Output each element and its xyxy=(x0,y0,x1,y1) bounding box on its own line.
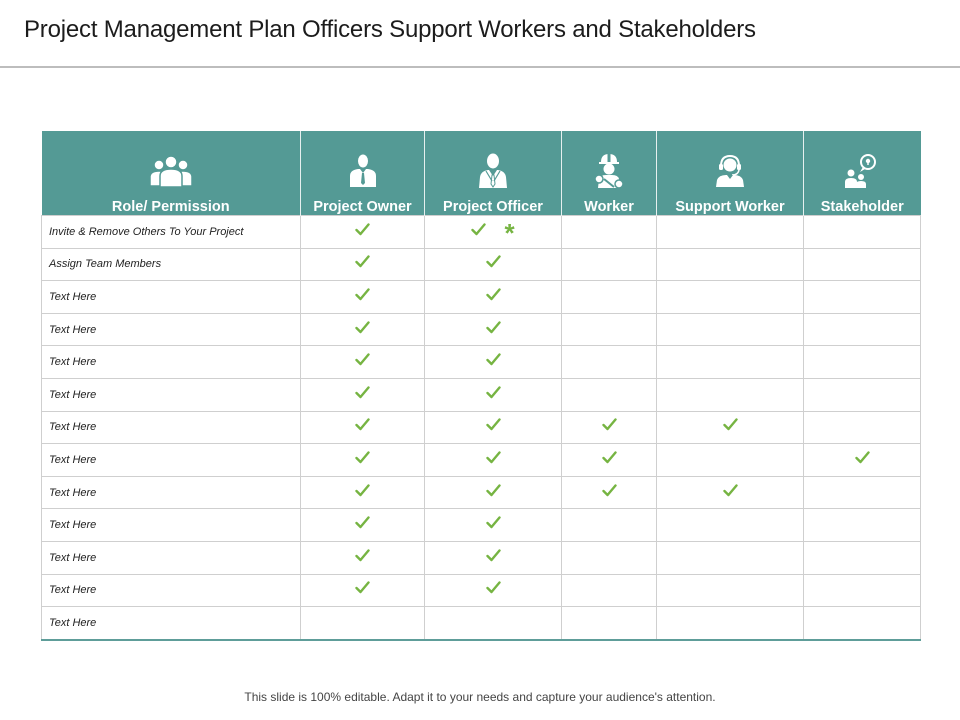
worker-icon xyxy=(592,149,626,193)
permission-cell xyxy=(301,411,425,444)
checkmark-icon xyxy=(486,451,501,464)
permission-cell xyxy=(657,509,804,542)
permission-cell xyxy=(562,313,657,346)
column-label: Project Officer xyxy=(443,199,543,215)
row-label: Assign Team Members xyxy=(42,248,301,281)
row-label: Text Here xyxy=(42,541,301,574)
column-label: Worker xyxy=(584,199,634,215)
row-label: Text Here xyxy=(42,574,301,607)
permission-cell xyxy=(562,509,657,542)
checkmark-icon xyxy=(486,581,501,594)
table-row xyxy=(42,476,921,509)
permission-cell xyxy=(301,313,425,346)
title-divider xyxy=(0,66,960,68)
header-worker xyxy=(562,131,657,216)
permission-cell xyxy=(657,444,804,477)
row-label: Text Here xyxy=(42,444,301,477)
permission-cell xyxy=(657,411,804,444)
permission-cell xyxy=(301,574,425,607)
checkmark-icon xyxy=(602,484,617,497)
permission-cell xyxy=(425,476,562,509)
officer-icon xyxy=(477,149,509,193)
permission-cell xyxy=(425,509,562,542)
permission-cell xyxy=(657,216,804,249)
table-row xyxy=(42,281,921,314)
row-label: Text Here xyxy=(42,607,301,640)
permission-cell xyxy=(657,476,804,509)
permission-cell xyxy=(425,411,562,444)
permission-cell xyxy=(657,248,804,281)
permission-cell xyxy=(425,574,562,607)
row-label: Text Here xyxy=(42,346,301,379)
permission-cell xyxy=(301,281,425,314)
permission-cell xyxy=(425,607,562,640)
permission-cell xyxy=(562,574,657,607)
permission-cell xyxy=(804,313,921,346)
table-row xyxy=(42,248,921,281)
permission-cell xyxy=(562,281,657,314)
header-project-officer xyxy=(425,131,562,216)
permission-cell xyxy=(301,346,425,379)
checkmark-icon xyxy=(355,223,370,236)
permission-cell xyxy=(804,509,921,542)
permission-cell xyxy=(804,248,921,281)
table-row xyxy=(42,444,921,477)
permission-cell xyxy=(425,281,562,314)
permission-cell xyxy=(562,476,657,509)
permission-cell xyxy=(804,346,921,379)
checkmark-icon xyxy=(486,353,501,366)
asterisk-mark: * xyxy=(504,218,515,249)
permission-cell xyxy=(301,216,425,249)
checkmark-icon xyxy=(471,223,486,236)
permission-cell xyxy=(425,346,562,379)
permission-cell xyxy=(804,541,921,574)
row-label: Text Here xyxy=(42,411,301,444)
permission-cell xyxy=(804,378,921,411)
permission-cell xyxy=(301,476,425,509)
table-row xyxy=(42,378,921,411)
permission-cell xyxy=(301,444,425,477)
table-row xyxy=(42,509,921,542)
permission-cell xyxy=(562,607,657,640)
permission-cell xyxy=(804,411,921,444)
checkmark-icon xyxy=(355,549,370,562)
checkmark-icon xyxy=(486,418,501,431)
checkmark-icon xyxy=(355,255,370,268)
slide-title: Project Management Plan Officers Support Workers and Stakeholders xyxy=(24,16,756,43)
stakeholder-icon xyxy=(844,149,880,193)
row-label: Text Here xyxy=(42,313,301,346)
checkmark-icon xyxy=(355,484,370,497)
headset-icon xyxy=(713,149,747,193)
checkmark-icon xyxy=(355,288,370,301)
permission-cell xyxy=(425,248,562,281)
permission-cell xyxy=(562,541,657,574)
permission-cell xyxy=(425,378,562,411)
permission-cell xyxy=(657,574,804,607)
permission-cell xyxy=(657,281,804,314)
checkmark-icon xyxy=(355,451,370,464)
checkmark-icon xyxy=(486,549,501,562)
permission-cell xyxy=(562,248,657,281)
permission-cell xyxy=(804,574,921,607)
checkmark-icon xyxy=(486,484,501,497)
group-icon xyxy=(149,149,193,193)
checkmark-icon xyxy=(486,321,501,334)
column-label: Project Owner xyxy=(313,199,412,215)
checkmark-icon xyxy=(355,386,370,399)
permission-cell xyxy=(657,607,804,640)
permission-cell xyxy=(804,216,921,249)
header-project-owner xyxy=(301,131,425,216)
permission-cell xyxy=(562,444,657,477)
permission-matrix xyxy=(41,131,921,641)
permission-cell xyxy=(301,248,425,281)
permission-cell xyxy=(425,444,562,477)
table-row xyxy=(42,411,921,444)
row-label: Invite & Remove Others To Your Project xyxy=(42,216,301,249)
column-label: Stakeholder xyxy=(820,199,904,215)
header-support-worker xyxy=(657,131,804,216)
checkmark-icon xyxy=(723,418,738,431)
checkmark-icon xyxy=(355,581,370,594)
checkmark-icon xyxy=(355,321,370,334)
permission-cell xyxy=(562,216,657,249)
checkmark-icon xyxy=(723,484,738,497)
permission-cell xyxy=(657,541,804,574)
table-row xyxy=(42,574,921,607)
checkmark-icon xyxy=(486,516,501,529)
permission-cell xyxy=(657,346,804,379)
row-label: Text Here xyxy=(42,281,301,314)
header-role-permission xyxy=(42,131,301,216)
permission-cell xyxy=(301,509,425,542)
permission-cell xyxy=(301,607,425,640)
permission-cell xyxy=(425,216,562,249)
permission-cell xyxy=(804,607,921,640)
checkmark-icon xyxy=(486,255,501,268)
footer-note: This slide is 100% editable. Adapt it to your needs and capture your audience's attention. xyxy=(244,690,716,704)
checkmark-icon xyxy=(355,516,370,529)
checkmark-icon xyxy=(486,386,501,399)
column-label: Role/ Permission xyxy=(111,199,230,215)
permission-cell xyxy=(562,378,657,411)
permission-cell xyxy=(657,313,804,346)
permission-cell xyxy=(804,444,921,477)
checkmark-icon xyxy=(355,418,370,431)
checkmark-icon xyxy=(355,353,370,366)
permission-cell xyxy=(301,378,425,411)
permission-cell xyxy=(562,346,657,379)
permission-cell xyxy=(425,541,562,574)
permission-cell xyxy=(562,411,657,444)
row-label: Text Here xyxy=(42,476,301,509)
header-stakeholder xyxy=(804,131,921,216)
checkmark-icon xyxy=(602,418,617,431)
table-row xyxy=(42,216,921,249)
table-row xyxy=(42,346,921,379)
permission-cell xyxy=(301,541,425,574)
table-row xyxy=(42,541,921,574)
permission-cell xyxy=(657,378,804,411)
checkmark-icon xyxy=(486,288,501,301)
row-label: Text Here xyxy=(42,509,301,542)
table-row xyxy=(42,607,921,640)
permission-cell xyxy=(804,281,921,314)
permission-cell xyxy=(425,313,562,346)
permission-cell xyxy=(804,476,921,509)
column-label: Support Worker xyxy=(675,199,785,215)
businessman-icon xyxy=(348,149,378,193)
table-row xyxy=(42,313,921,346)
checkmark-icon xyxy=(855,451,870,464)
checkmark-icon xyxy=(602,451,617,464)
row-label: Text Here xyxy=(42,378,301,411)
